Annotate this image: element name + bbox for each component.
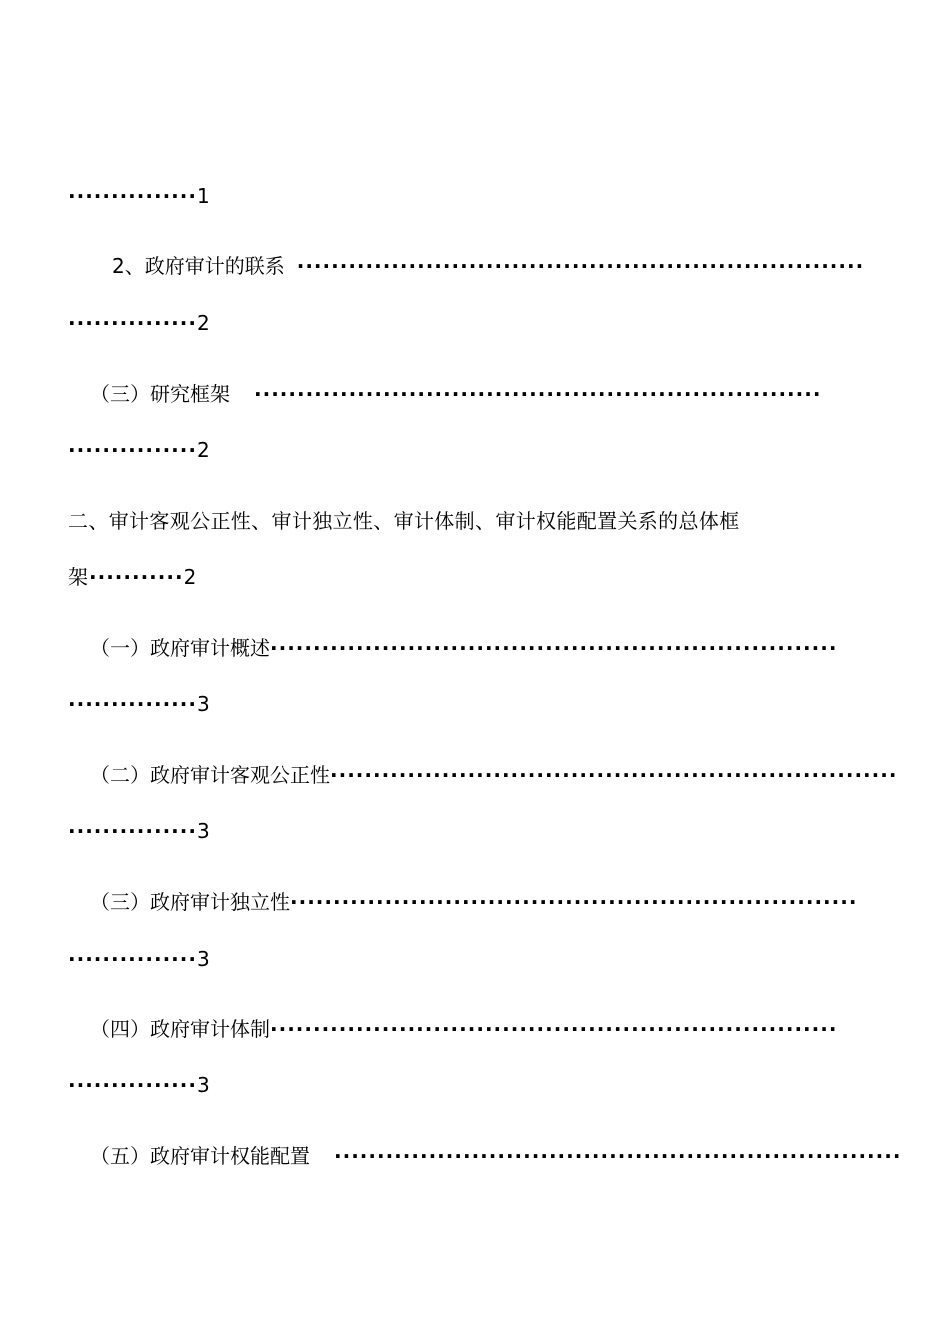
- toc-entry-chapter-two[interactable]: [68, 507, 805, 535]
- leader-dots: ··································································: [330, 763, 898, 787]
- leader-dots: ···············: [68, 819, 197, 843]
- toc-continuation-line: [68, 436, 210, 464]
- toc-continuation-line: [68, 945, 210, 973]
- leader-dots: ··································································: [334, 1144, 902, 1168]
- leader-dots: ··································································: [296, 254, 865, 278]
- toc-entry-label: （三）政府审计独立性: [90, 890, 290, 914]
- toc-entry-label: （四）政府审计体制: [90, 1017, 270, 1041]
- page-number: 3: [196, 947, 210, 971]
- toc-continuation-line: [68, 309, 210, 337]
- toc-entry-audit-connection[interactable]: [68, 252, 865, 280]
- leader-dots: ···············: [68, 311, 197, 335]
- toc-entry-audit-system[interactable]: [68, 1015, 838, 1043]
- leader-dots: ···············: [68, 438, 197, 462]
- toc-continuation-line: [68, 690, 210, 718]
- page-number: 1: [196, 184, 210, 208]
- toc-entry-label: （一）政府审计概述: [90, 636, 270, 660]
- page-number: 2: [196, 438, 210, 462]
- leader-dots: ···············: [68, 1073, 197, 1097]
- toc-entry-audit-authority-allocation[interactable]: [68, 1142, 902, 1170]
- toc-entry-label: 二、审计客观公正性、审计独立性、审计体制、审计权能配置关系的总体框: [68, 509, 740, 533]
- leader-dots: ··································································: [254, 382, 822, 406]
- page-number: 3: [196, 692, 210, 716]
- leader-dots: ··································································: [270, 636, 838, 660]
- toc-continuation-line: [68, 563, 196, 591]
- page-number: 2: [183, 565, 197, 589]
- leader-dots: ···············: [68, 692, 197, 716]
- toc-entry-audit-overview[interactable]: [68, 634, 838, 662]
- leader-dots: ··································································: [270, 1017, 838, 1041]
- leader-dots: ···········: [89, 565, 184, 589]
- toc-continuation-line: [68, 182, 210, 210]
- page-number: 3: [196, 1073, 210, 1097]
- leader-dots: ··································································: [290, 890, 858, 914]
- page-number: 2: [196, 311, 210, 335]
- toc-continuation-line: [68, 1071, 210, 1099]
- toc-entry-research-framework[interactable]: [68, 380, 822, 408]
- leader-dots: ···············: [68, 947, 197, 971]
- toc-entry-label: （二）政府审计客观公正性: [90, 763, 330, 787]
- page-number: 3: [196, 819, 210, 843]
- toc-entry-audit-objectivity[interactable]: [68, 761, 898, 789]
- leader-dots: ···············: [68, 184, 197, 208]
- toc-entry-label: （三）研究框架: [90, 382, 230, 406]
- toc-continuation-line: [68, 817, 210, 845]
- toc-entry-label-tail: 架: [68, 565, 89, 589]
- toc-entry-audit-independence[interactable]: [68, 888, 858, 916]
- toc-entry-label: 2、政府审计的联系: [112, 254, 285, 278]
- toc-entry-label: （五）政府审计权能配置: [90, 1144, 310, 1168]
